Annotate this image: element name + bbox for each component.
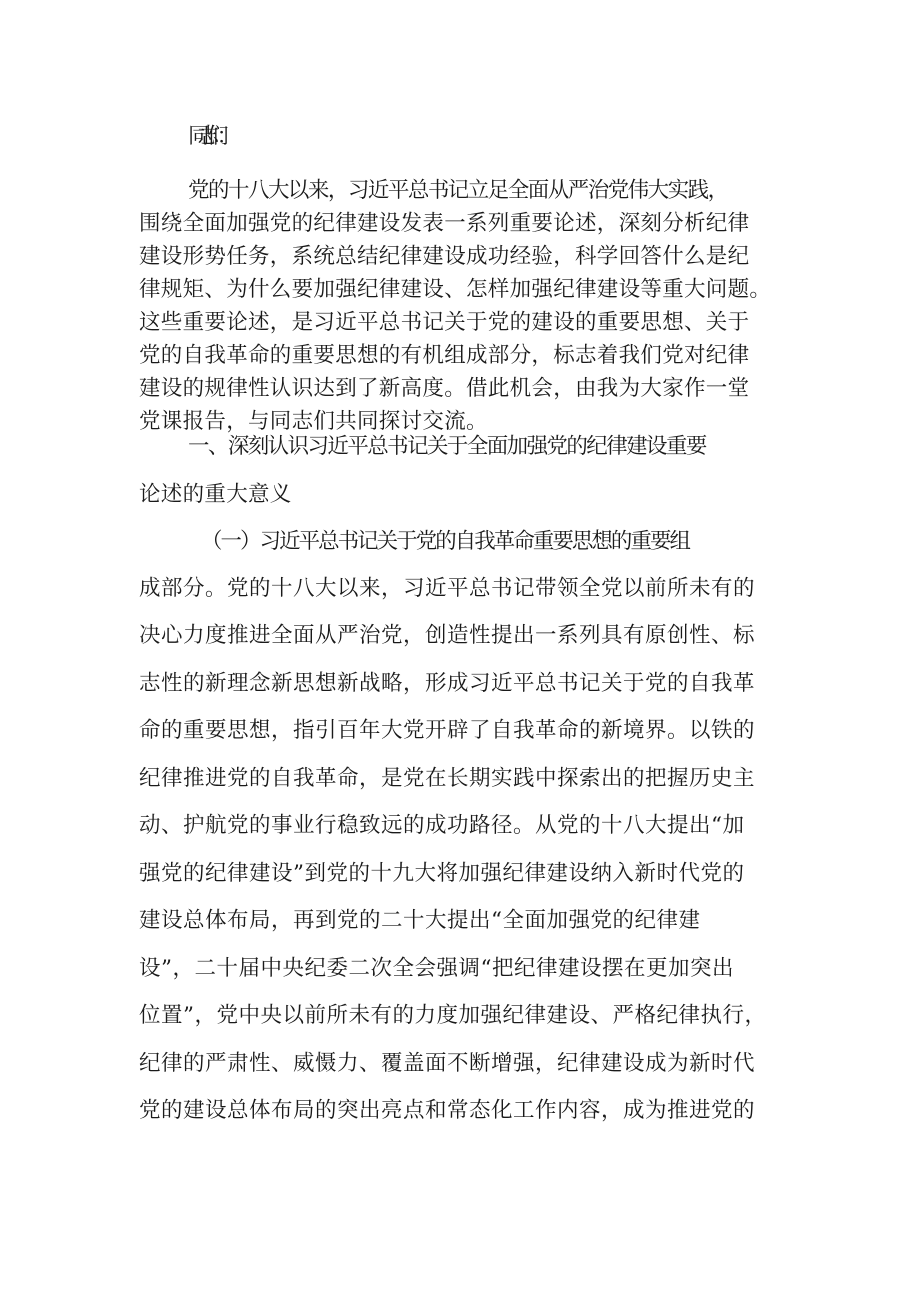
- body-line: 建设总体布局，再到党的二十大提出“全面加强党的纪律建: [139, 908, 701, 933]
- intro-line: 围绕全面加强党的纪律建设发表一系列重要论述，深刻分析纪律: [139, 211, 750, 236]
- body-line: 决心力度推进全面从严治党，创造性提出一系列具有原创性、标: [139, 623, 756, 648]
- intro-line: 律规矩、为什么要加强纪律建设、怎样加强纪律建设等重大问题。: [139, 277, 772, 302]
- body-line: 命的重要思想，指引百年大党开辟了自我革命的新境界。以铁的: [139, 718, 756, 743]
- body-line: 动、护航党的事业行稳致远的成功路径。从党的十八大提出“加: [139, 813, 745, 838]
- body-line: 设”，二十届中央纪委二次全会强调“把纪律建设摆在更加突出: [139, 956, 734, 981]
- body-line: 党的建设总体布局的突出亮点和常态化工作内容，成为推进党的: [139, 1098, 756, 1123]
- body-line: 强党的纪律建设”到党的十九大将加强纪律建设纳入新时代党的: [139, 861, 745, 886]
- body-line: 纪律推进党的自我革命，是党在长期实践中探索出的把握历史主: [139, 766, 756, 791]
- body-line: 纪律的严肃性、威慑力、覆盖面不断增强，纪律建设成为新时代: [139, 1051, 756, 1076]
- intro-line: 党的十八大以来，习近平总书记立足全面从严治党伟大实践，: [188, 178, 728, 203]
- body-line: （一）习近平总书记关于党的自我革命重要思想的重要组: [201, 529, 690, 554]
- intro-line: 建设形势任务，系统总结纪律建设成功经验，科学回答什么是纪: [139, 244, 750, 269]
- body-line: 位置”，党中央以前所未有的力度加强纪律建设、严格纪律执行，: [139, 1003, 767, 1028]
- body-line: 志性的新理念新思想新战略，形成习近平总书记关于党的自我革: [139, 671, 756, 696]
- intro-line: 党课报告，与同志们共同探讨交流。: [139, 409, 488, 434]
- section-heading-line: 一、深刻认识习近平总书记关于全面加强党的纪律建设重要: [188, 434, 706, 459]
- intro-line: 建设的规律性认识达到了新高度。借此机会，由我为大家作一堂: [139, 376, 750, 401]
- salutation: 同志们：: [188, 124, 227, 149]
- body-line: 成部分。党的十八大以来，习近平总书记带领全党以前所未有的: [139, 576, 756, 601]
- intro-line: 这些重要论述，是习近平总书记关于党的建设的重要思想、关于: [139, 310, 750, 335]
- section-heading-line: 论述的重大意义: [139, 482, 292, 507]
- intro-line: 党的自我革命的重要思想的有机组成部分，标志着我们党对纪律: [139, 343, 750, 368]
